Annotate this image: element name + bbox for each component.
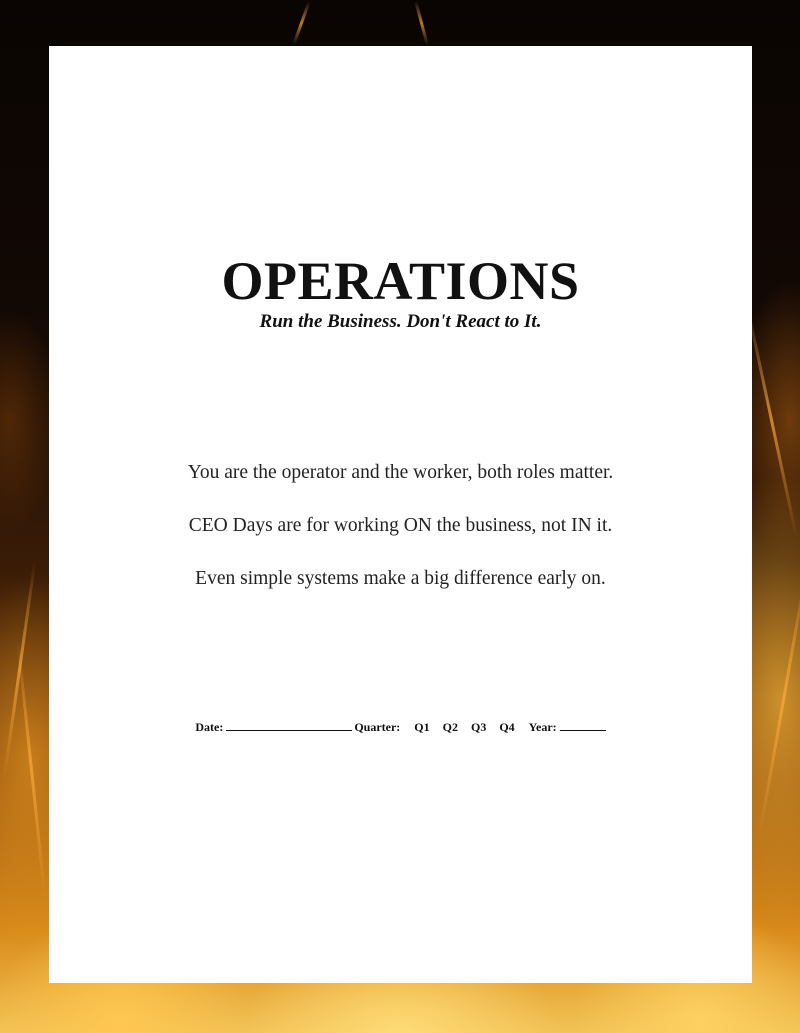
statement-line: CEO Days are for working ON the business, not IN it.: [188, 515, 613, 536]
page-title: OPERATIONS: [221, 251, 580, 311]
date-quarter-year-row: [49, 720, 752, 735]
document-page: [49, 46, 752, 983]
quarter-option-q3[interactable]: Q3: [470, 720, 487, 734]
flame-streak: [414, 0, 429, 45]
page-subtitle: Run the Business. Don't React to It.: [259, 311, 542, 332]
quarter-option-q4[interactable]: Q4: [499, 720, 515, 734]
quarter-label: Quarter:: [354, 720, 401, 734]
quarter-option-q2[interactable]: Q2: [442, 720, 458, 734]
year-label: Year:: [528, 720, 557, 734]
year-blank-field[interactable]: [560, 720, 606, 731]
date-label: Date:: [195, 720, 224, 734]
quarter-option-q1[interactable]: Q1: [414, 720, 430, 734]
flame-streak: [292, 1, 311, 45]
date-blank-field[interactable]: [226, 720, 352, 731]
flame-streak: [16, 641, 46, 900]
statement-line: You are the operator and the worker, both roles matter.: [187, 462, 614, 483]
statement-line: Even simple systems make a big difference early on.: [195, 568, 606, 589]
flame-streak: [745, 302, 798, 537]
flame-streak: [758, 562, 800, 838]
